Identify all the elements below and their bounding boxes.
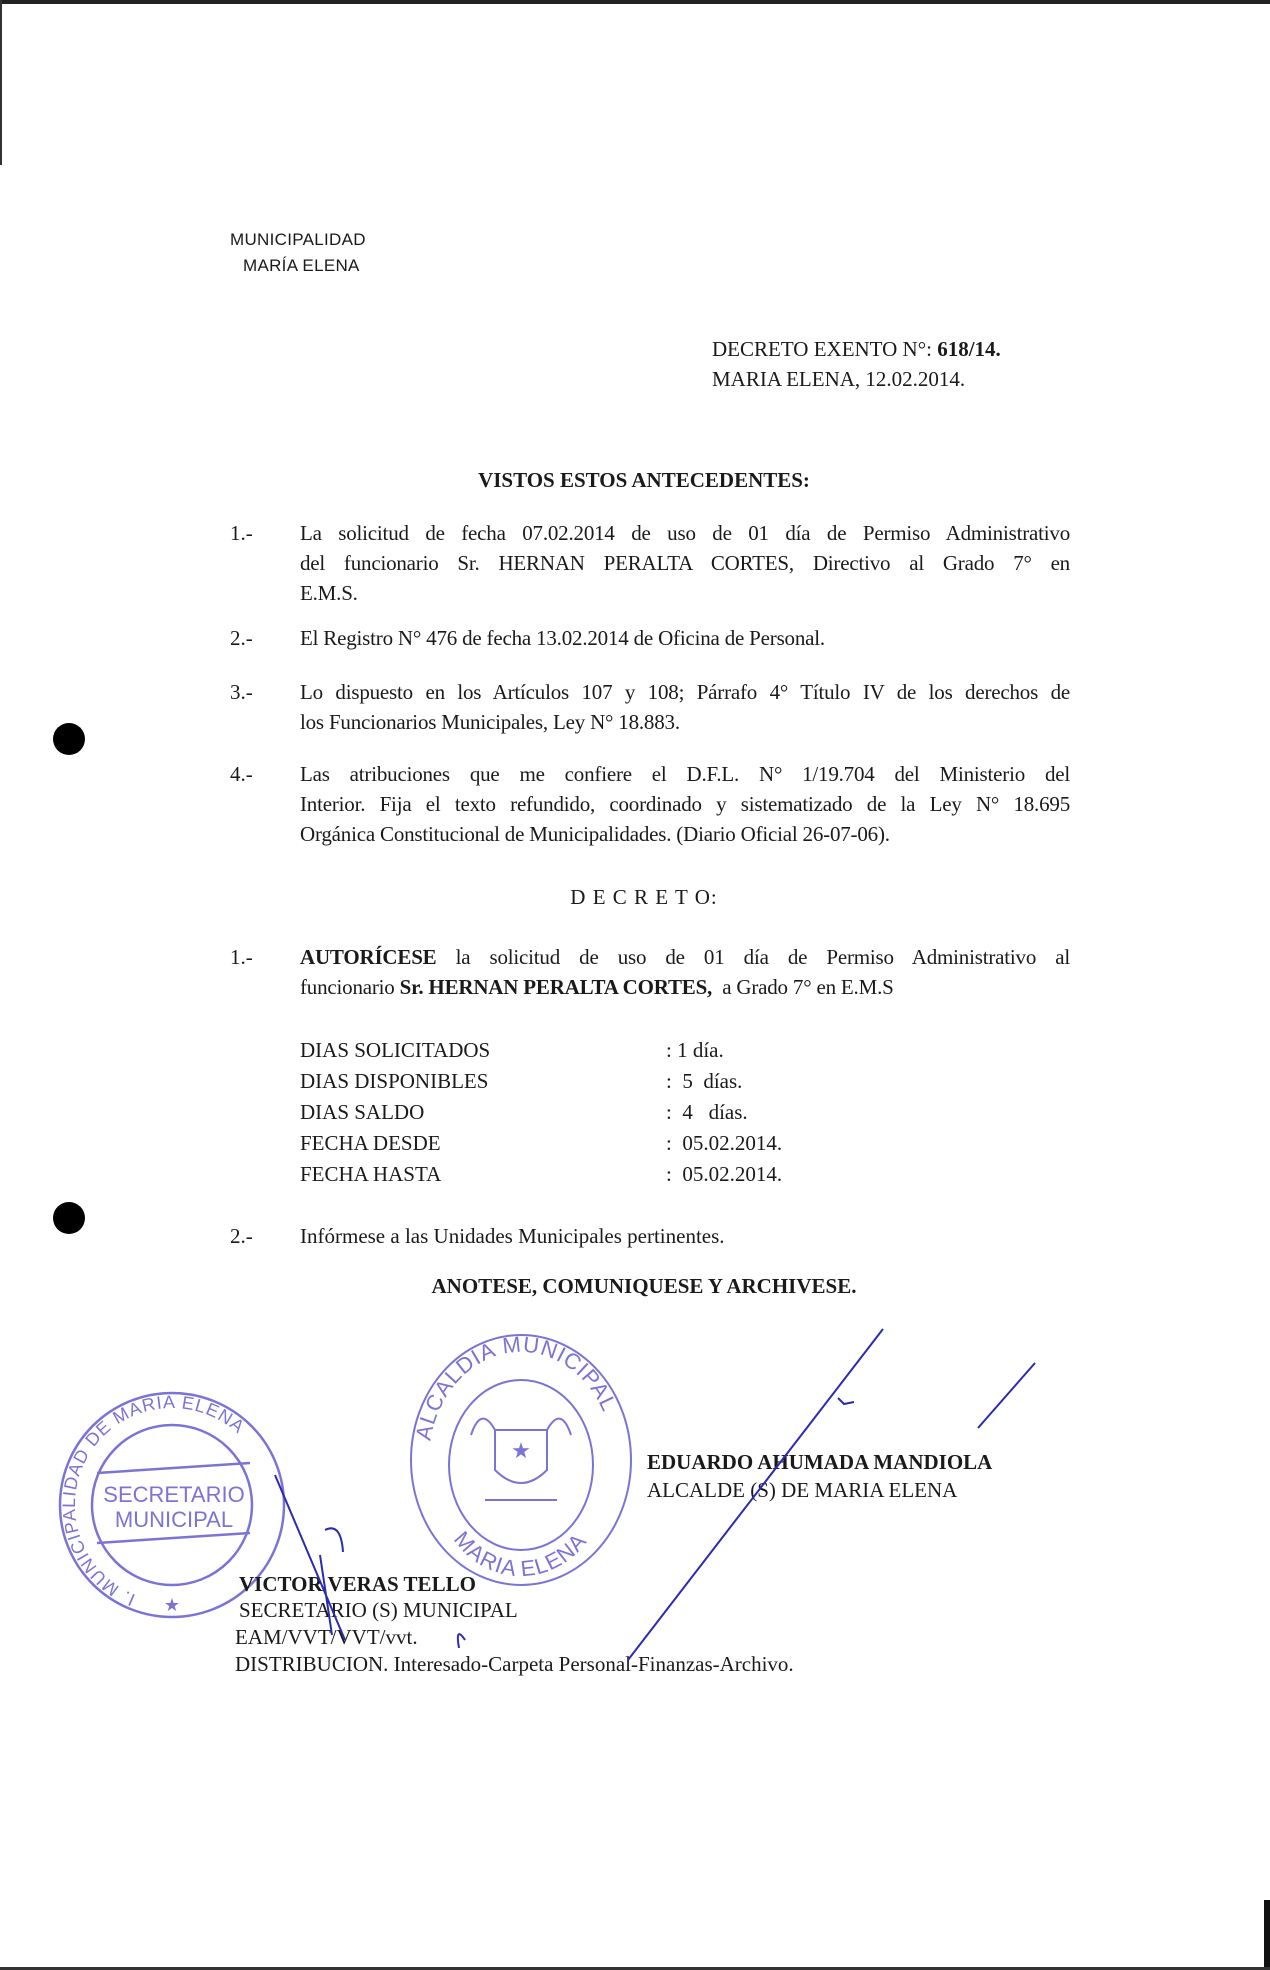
alcaldia-stamp-bottom-text: MARIA ELENA [449,1526,592,1582]
scan-top-border [0,0,1270,4]
decree-number: 618/14. [937,337,1001,361]
closing-text: ANOTESE, COMUNIQUESE Y ARCHIVESE. [431,1274,857,1298]
official-grade: a Grado 7° en E.M.S [712,975,894,999]
place-date: MARIA ELENA, 12.02.2014. [712,367,966,391]
alcaldia-stamp [405,1330,637,1590]
vistos-title: VISTOS ESTOS ANTECEDENTES: [478,468,810,492]
header-municipality: MUNICIPALIDAD [230,230,366,249]
mayor-signature-stroke-2 [978,1363,1035,1428]
days-table-value: : 5 días. [666,1069,743,1093]
distribution: DISTRIBUCION. Interesado-Carpeta Personal-Finanzas-Archivo. [235,1652,794,1676]
vistos-item-number: 4.- [230,762,253,786]
days-table-value: : 05.02.2014. [666,1131,783,1155]
vistos-item-line: Orgánica Constitucional de Municipalidades. (Diario Oficial 26-07-06). [300,822,890,846]
vistos-item-number: 1.- [230,521,253,545]
secretario-stamp-line2: MUNICIPAL [114,1507,234,1532]
scan-left-border [0,0,2,165]
vistos-item-line: Interior. Fija el texto refundido, coordinado y sistematizado de la Ley N° 18.695 [300,792,1070,816]
mayor-signature-mark [838,1398,854,1404]
decree-number-line [712,336,1001,362]
decreto-item-2-text: Infórmese a las Unidades Municipales pertinentes. [300,1224,725,1248]
punch-hole-top [53,723,85,755]
official-name: Sr. HERNAN PERALTA CORTES, [399,975,713,999]
vistos-item-line: Las atribuciones que me confiere el D.F.L. N° 1/19.704 del Ministerio del [300,762,1070,786]
days-table-value: : 05.02.2014. [666,1162,783,1186]
secretary-name: VICTOR VERAS TELLO [239,1572,476,1596]
days-table-label: DIAS DISPONIBLES [300,1069,489,1093]
secretario-stamp-line1: SECRETARIO [103,1482,245,1507]
decreto-item-1-text [300,944,1070,1004]
scan-right-border [1264,1900,1270,1970]
authorize-text: la solicitud de uso de 01 día de Permiso Administrativo al [436,945,1070,969]
days-table-label: FECHA DESDE [300,1131,441,1155]
mayor-title: ALCALDE (S) DE MARIA ELENA [647,1478,958,1502]
header-town: MARÍA ELENA [243,256,360,275]
official-prefix: funcionario [300,975,400,999]
vistos-item-line: los Funcionarios Municipales, Ley N° 18.883. [300,710,680,734]
coat-of-arms-star-icon: ★ [511,1438,531,1463]
days-table-value: : 1 día. [666,1038,724,1062]
decreto-title: D E C R E T O: [570,885,718,909]
initials: EAM/VVT/VVT/vvt. [235,1625,418,1649]
svg-text:ALCALDIA MUNICIPAL [411,1332,623,1443]
vistos-item-text [300,761,1070,851]
decreto-item-2-number: 2.- [230,1224,253,1248]
vistos-item-line: del funcionario Sr. HERNAN PERALTA CORTES, Directivo al Grado 7° en [300,551,1070,575]
days-table-label: DIAS SOLICITADOS [300,1038,491,1062]
alcaldia-stamp-top-text: ALCALDIA MUNICIPAL [410,1331,623,1443]
days-table-label: DIAS SALDO [300,1100,425,1124]
vistos-item-number: 3.- [230,680,253,704]
vistos-item-text [300,520,1070,610]
days-table-value: : 4 días. [666,1100,748,1124]
secretario-stamp-ring-text: I. MUNICIPALIDAD DE MARIA ELENA [58,1391,249,1610]
vistos-item-number: 2.- [230,626,253,650]
secretary-title: SECRETARIO (S) MUNICIPAL [239,1598,518,1622]
authorize-word: AUTORÍCESE [300,945,437,969]
vistos-item-line: La solicitud de fecha 07.02.2014 de uso de 01 día de Permiso Administrativo [300,521,1070,545]
decree-label: DECRETO EXENTO N°: [712,337,932,361]
vistos-item-text [300,625,1070,655]
days-table-label: FECHA HASTA [300,1162,442,1186]
decreto-item-1-number: 1.- [230,945,253,969]
vistos-item-line: Lo dispuesto en los Artículos 107 y 108; Párrafo 4° Título IV de los derechos de [300,680,1070,704]
vistos-item-text [300,679,1070,739]
star-icon: ★ [163,1595,181,1615]
mayor-name: EDUARDO AHUMADA MANDIOLA [647,1450,993,1474]
vistos-item-line: E.M.S. [300,581,358,605]
punch-hole-bottom [53,1202,85,1234]
vistos-item-line: El Registro N° 476 de fecha 13.02.2014 de Oficina de Personal. [300,626,825,650]
